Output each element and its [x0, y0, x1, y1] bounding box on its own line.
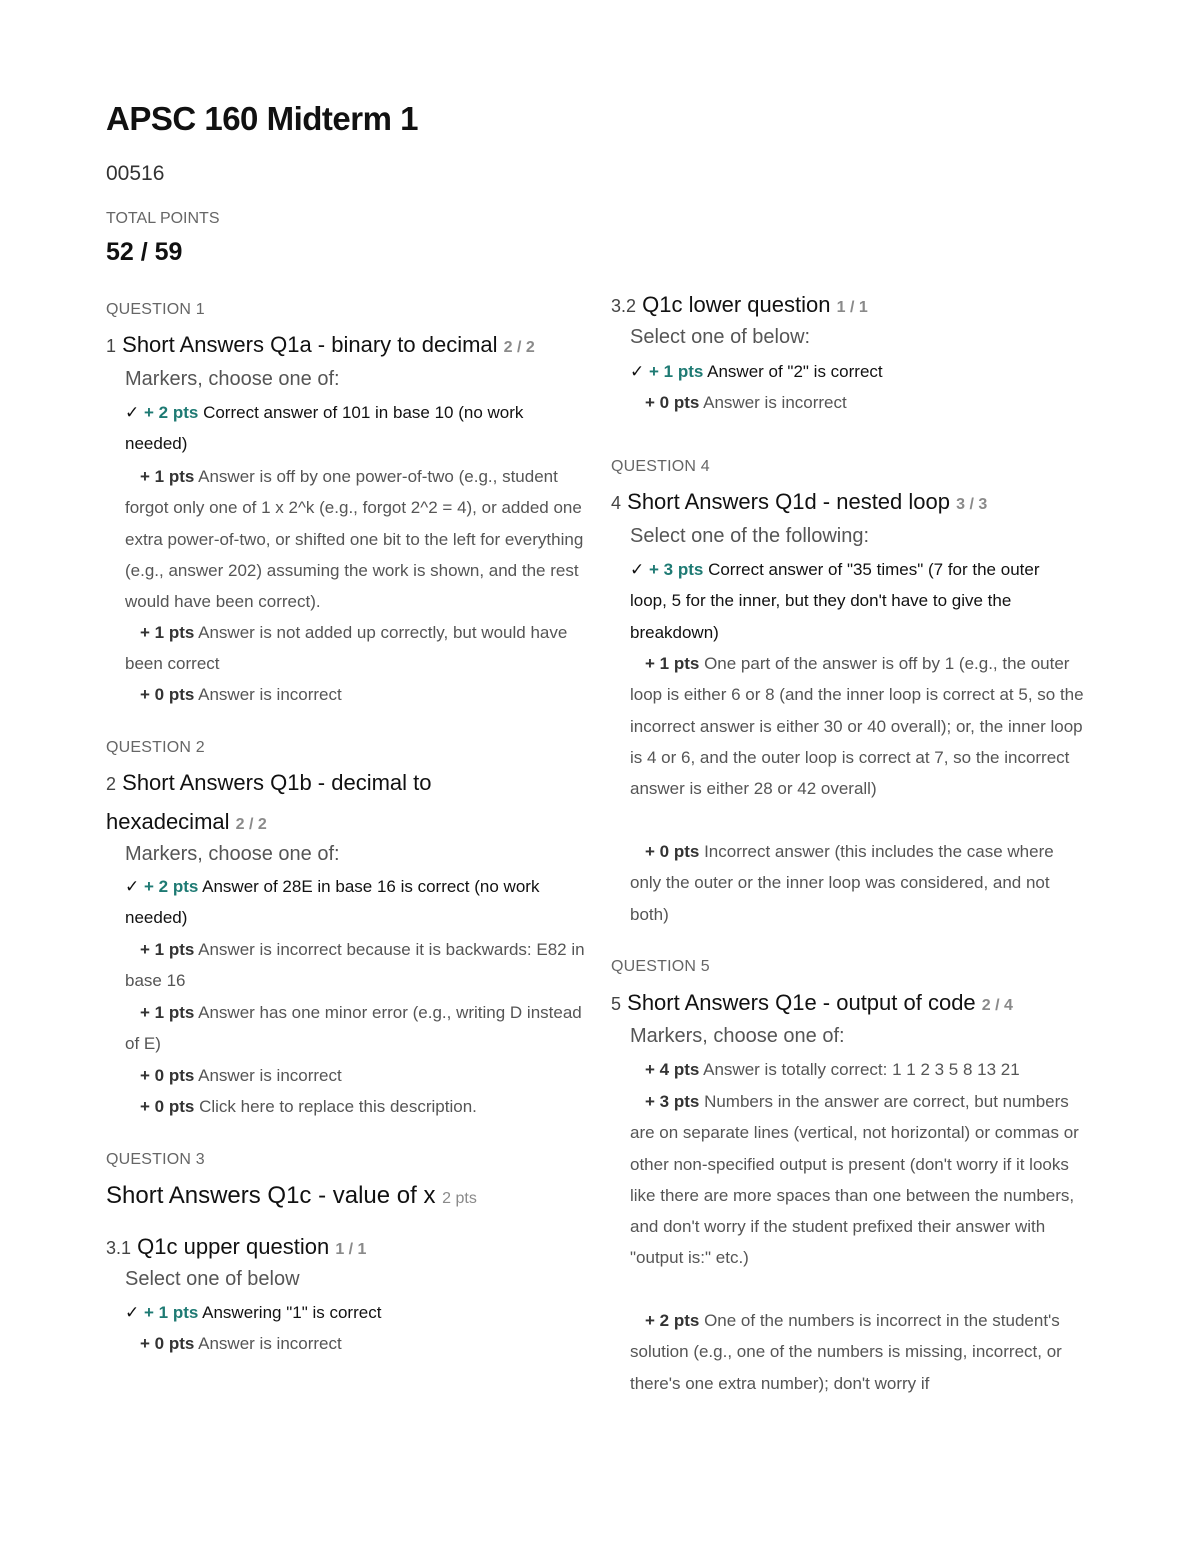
- rubric-item: [125, 617, 595, 680]
- rubric-item: [125, 997, 590, 1060]
- question-score: 1 / 1: [335, 1241, 367, 1258]
- question-title-text: Short Answers Q1e - output of code: [627, 990, 976, 1015]
- rubric-points: + 4 pts: [645, 1060, 700, 1079]
- question-3-title: [106, 1177, 477, 1217]
- total-points-value: 52 / 59: [106, 238, 183, 266]
- rubric-item-selected: [630, 356, 1090, 387]
- rubric-item: [125, 1328, 585, 1359]
- rubric-item: [125, 1060, 590, 1091]
- rubric-item: [630, 1305, 1095, 1399]
- rubric-points: + 0 pts: [645, 842, 700, 861]
- rubric-points: + 1 pts: [645, 654, 700, 673]
- rubric-item: [630, 836, 1070, 930]
- rubric-text: Incorrect answer (this includes the case where only the outer or the inner loop was considered, and not both): [630, 842, 1054, 924]
- question-score: 3 / 3: [956, 496, 988, 513]
- question-title-text: Q1c upper question: [137, 1234, 330, 1259]
- rubric-text: One part of the answer is off by 1 (e.g., the outer loop is either 6 or 8 (and the inner loop is correct at 5, so the incorrect answer is either 30 or 40 overall); or, the inner loop is 4 or 6, and the outer loop is correct at 7, so the incorrect answer is either 28 or 42 overall): [630, 654, 1084, 799]
- question-5-label: QUESTION 5: [611, 958, 710, 975]
- rubric-item: [125, 934, 590, 997]
- rubric-points: + 3 pts: [645, 1092, 700, 1111]
- rubric-text: Answer is incorrect: [198, 1066, 342, 1085]
- question-4-label: QUESTION 4: [611, 458, 710, 475]
- question-number: 2: [106, 774, 117, 794]
- rubric-points: + 1 pts: [140, 940, 195, 959]
- question-number: 5: [611, 994, 622, 1014]
- page-title: APSC 160 Midterm 1: [106, 100, 418, 137]
- question-title-text: Short Answers Q1d - nested loop: [627, 489, 950, 514]
- rubric-text: Answer is incorrect because it is backwards: E82 in base 16: [125, 940, 585, 991]
- rubric-item-selected: [125, 871, 565, 934]
- rubric-points: + 1 pts: [140, 467, 195, 486]
- question-2-instruction: Markers, choose one of:: [125, 843, 340, 865]
- rubric-text: Answering "1" is correct: [202, 1303, 382, 1322]
- student-id: 00516: [106, 162, 165, 185]
- rubric-text: Answer is incorrect: [703, 393, 847, 412]
- question-2-title: [106, 764, 526, 843]
- rubric-points: + 0 pts: [140, 1097, 195, 1116]
- rubric-text: Answer is off by one power-of-two (e.g., student forgot only one of 1 x 2^k (e.g., forgot 2^2 = 4), or added one extra power-of-two, or shifted one bit to the left for everything (e.g., answer 202) assuming the work is shown, and the rest would have been correct).: [125, 467, 584, 612]
- rubric-item: [125, 461, 595, 617]
- rubric-item: [630, 1086, 1095, 1274]
- question-number: 3.1: [106, 1238, 132, 1258]
- total-points-label: TOTAL POINTS: [106, 210, 220, 227]
- question-1-instruction: Markers, choose one of:: [125, 368, 340, 390]
- rubric-points: + 2 pts: [143, 877, 199, 896]
- question-4-title: [611, 483, 987, 523]
- question-3-label: QUESTION 3: [106, 1151, 205, 1168]
- question-title-text: Short Answers Q1b - decimal to hexadecimal: [106, 770, 432, 834]
- rubric-item: [125, 679, 595, 710]
- rubric-text: Answer is not added up correctly, but would have been correct: [125, 623, 568, 674]
- rubric-points: + 1 pts: [143, 1303, 199, 1322]
- rubric-text: Numbers in the answer are correct, but numbers are on separate lines (vertical, not horizontal) or commas or other non-specified output is present (don't worry if it looks like there are more spaces than one between the numbers, and don't worry if the student prefixed their answer with "output is:" etc.): [630, 1092, 1079, 1268]
- question-1-title: [106, 326, 535, 366]
- rubric-item-selected: [125, 397, 580, 460]
- rubric-text: Correct answer of "35 times" (7 for the outer loop, 5 for the inner, but they don't have to give the breakdown): [630, 560, 1040, 642]
- question-number: 1: [106, 336, 117, 356]
- checkmark-icon: ✓: [630, 560, 645, 579]
- rubric-points: + 0 pts: [140, 1066, 195, 1085]
- checkmark-icon: ✓: [125, 1303, 140, 1322]
- rubric-item-selected: [630, 554, 1070, 648]
- question-title-text: Short Answers Q1a - binary to decimal: [122, 332, 498, 357]
- rubric-points: + 0 pts: [140, 685, 195, 704]
- question-score: 2 / 2: [503, 339, 535, 356]
- checkmark-icon: ✓: [125, 877, 140, 896]
- question-number: 4: [611, 493, 622, 513]
- question-score: 2 pts: [442, 1190, 477, 1207]
- subquestion-3-2-title: [611, 286, 868, 326]
- question-score: 1 / 1: [836, 299, 868, 316]
- rubric-points: + 3 pts: [648, 560, 704, 579]
- rubric-item: [630, 1054, 1095, 1085]
- rubric-item: [630, 648, 1095, 804]
- subquestion-3-1-instruction: Select one of below: [125, 1268, 300, 1290]
- checkmark-icon: ✓: [125, 403, 140, 422]
- question-score: 2 / 4: [981, 997, 1013, 1014]
- rubric-points: + 1 pts: [140, 1003, 195, 1022]
- rubric-points: + 2 pts: [143, 403, 199, 422]
- rubric-text: Answer is incorrect: [198, 685, 342, 704]
- rubric-text: One of the numbers is incorrect in the student's solution (e.g., one of the numbers is missing, incorrect, or there's one extra number); don't worry if: [630, 1311, 1062, 1393]
- question-1-label: QUESTION 1: [106, 301, 205, 318]
- rubric-text: Answer has one minor error (e.g., writing D instead of E): [125, 1003, 582, 1054]
- rubric-text: Correct answer of 101 in base 10 (no work needed): [125, 403, 524, 454]
- question-2-label: QUESTION 2: [106, 739, 205, 756]
- subquestion-3-1-title: [106, 1228, 366, 1268]
- rubric-text: Answer of "2" is correct: [707, 362, 883, 381]
- question-score: 2 / 2: [235, 816, 267, 833]
- checkmark-icon: ✓: [630, 362, 645, 381]
- rubric-points: + 0 pts: [140, 1334, 195, 1353]
- question-5-instruction: Markers, choose one of:: [630, 1025, 845, 1047]
- question-number: 3.2: [611, 296, 637, 316]
- rubric-item: [125, 1091, 595, 1122]
- question-title-text: Short Answers Q1c - value of x: [106, 1182, 436, 1209]
- rubric-item-selected: [125, 1297, 585, 1328]
- rubric-points: + 0 pts: [645, 393, 700, 412]
- rubric-points: + 2 pts: [645, 1311, 700, 1330]
- rubric-item: [630, 387, 1090, 418]
- rubric-text: Answer of 28E in base 16 is correct (no work needed): [125, 877, 540, 928]
- subquestion-3-2-instruction: Select one of below:: [630, 326, 811, 348]
- question-4-instruction: Select one of the following:: [630, 525, 870, 547]
- rubric-points: + 1 pts: [140, 623, 195, 642]
- question-5-title: [611, 984, 1013, 1024]
- question-title-text: Q1c lower question: [642, 292, 831, 317]
- rubric-text: Answer is incorrect: [198, 1334, 342, 1353]
- rubric-text: Answer is totally correct: 1 1 2 3 5 8 13 21: [703, 1060, 1020, 1079]
- rubric-text: Click here to replace this description.: [199, 1097, 477, 1116]
- rubric-points: + 1 pts: [648, 362, 704, 381]
